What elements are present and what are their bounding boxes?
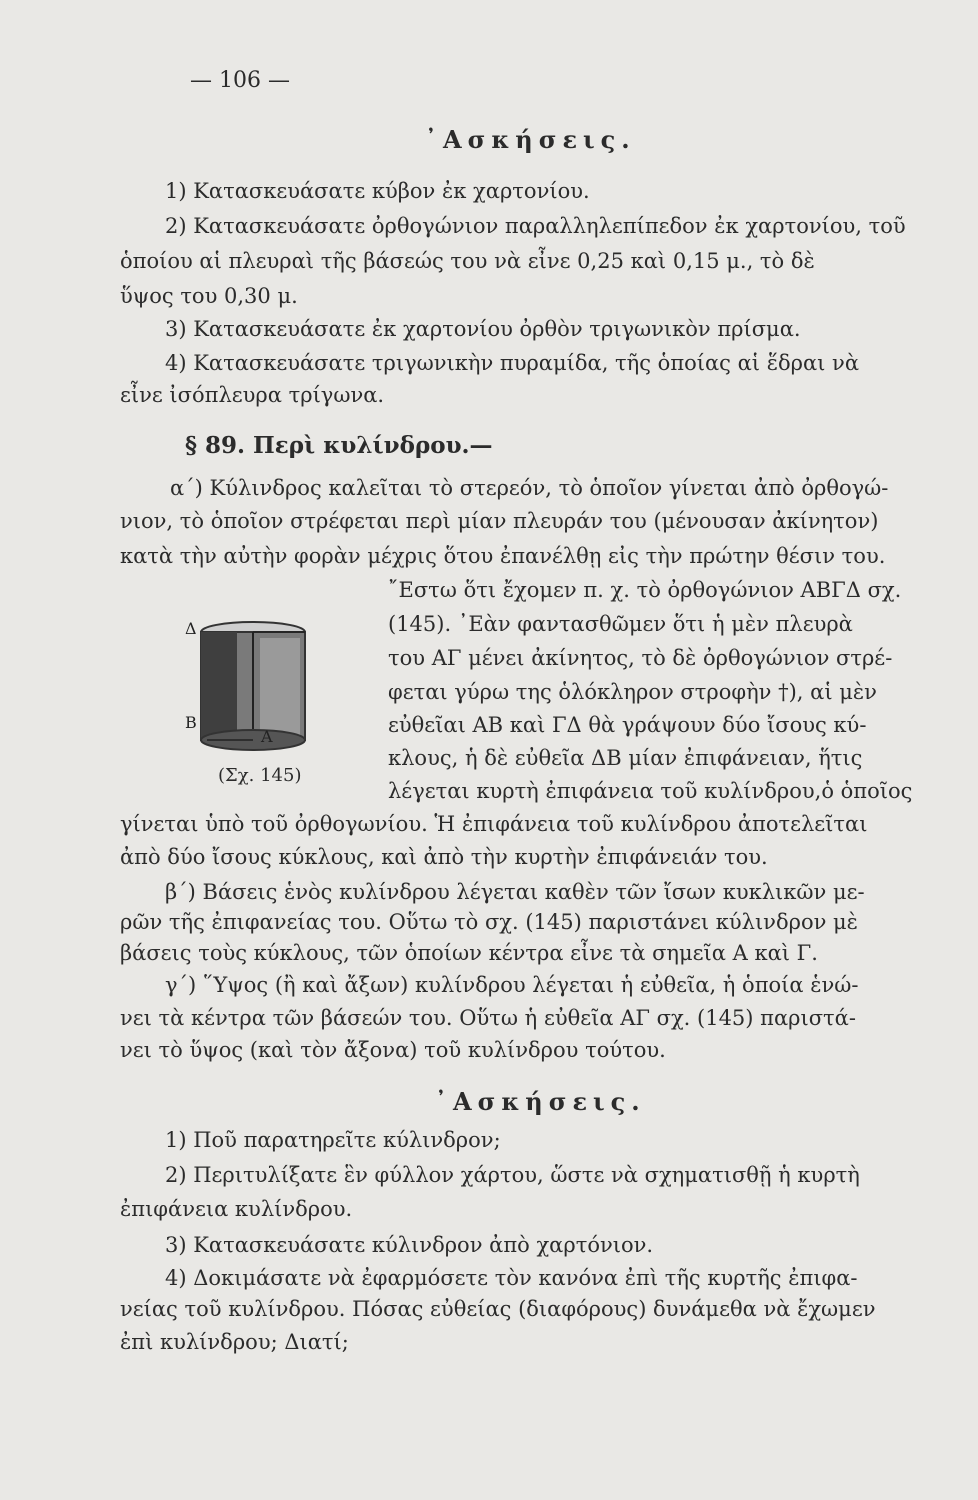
section-text-line: εὐθεῖαι ΑΒ καὶ ΓΔ θὰ γράψουν δύο ἴσους κύ- bbox=[388, 713, 867, 737]
cylinder-drawing bbox=[185, 614, 325, 784]
exercise-line: ἐπιφάνεια κυλίνδρου. bbox=[120, 1197, 353, 1221]
exercise-line: ὕψος του 0,30 μ. bbox=[120, 284, 298, 308]
label-beta: Β bbox=[185, 713, 197, 732]
exercise-line: 1) Κατασκευάσατε κύβον ἐκ χαρτονίου. bbox=[165, 179, 590, 203]
page-number: — 106 — bbox=[190, 68, 290, 93]
section-text-line: κλους, ἡ δὲ εὐθεῖα ΔΒ μίαν ἐπιφάνειαν, ἥτις bbox=[388, 746, 863, 770]
exercise-line: 4) Δοκιμάσατε νὰ ἐφαρμόσετε τὸν κανόνα ἐπὶ τῆς κυρτῆς ἐπιφα- bbox=[165, 1266, 858, 1290]
section-text-line: φεται γύρω της ὁλόκληρον στροφὴν †), αἱ μὲν bbox=[388, 680, 877, 704]
section-text-line: κατὰ τὴν αὐτὴν φορὰν μέχρις ὅτου ἐπανέλθῃ εἰς τὴν πρώτην θέσιν του. bbox=[120, 544, 886, 568]
label-delta: Δ bbox=[185, 619, 197, 638]
exercise-line: 3) Κατασκευάσατε ἐκ χαρτονίου ὀρθὸν τριγωνικὸν πρίσμα. bbox=[165, 317, 801, 341]
exercises-heading: ᾿Ασκήσεις. bbox=[425, 125, 636, 154]
section-heading: § 89. Περὶ κυλίνδρου.— bbox=[185, 432, 493, 459]
section-text-line: βάσεις τοὺς κύκλους, τῶν ὁποίων κέντρα εἶνε τὰ σημεῖα Α καὶ Γ. bbox=[120, 941, 818, 965]
label-alpha: Α bbox=[261, 727, 273, 746]
section-text-line: ῎Εστω ὅτι ἔχομεν π. χ. τὸ ὀρθογώνιον ΑΒΓΔ σχ. bbox=[388, 578, 902, 602]
section-text-line: λέγεται κυρτὴ ἐπιφάνεια τοῦ κυλίνδρου,ὁ ὁποῖος bbox=[388, 779, 913, 803]
exercise-line: ὁποίου αἱ πλευραὶ τῆς βάσεώς του νὰ εἶνε 0,25 καὶ 0,15 μ., τὸ δὲ bbox=[120, 249, 815, 273]
exercise-line: ἐπὶ κυλίνδρου; Διατί; bbox=[120, 1330, 349, 1354]
section-text-line: ἀπὸ δύο ἴσους κύκλους, καὶ ἀπὸ τὴν κυρτὴν ἐπιφάνειάν του. bbox=[120, 845, 768, 869]
exercise-line: 4) Κατασκευάσατε τριγωνικὴν πυραμίδα, τῆς ὁποίας αἱ ἕδραι νὰ bbox=[165, 351, 860, 375]
exercise-line: εἶνε ἰσόπλευρα τρίγωνα. bbox=[120, 383, 385, 407]
exercise-line: 1) Ποῦ παρατηρεῖτε κύλινδρον; bbox=[165, 1128, 501, 1152]
exercise-line: νείας τοῦ κυλίνδρου. Πόσας εὐθείας (διαφόρους) δυνάμεθα νὰ ἔχωμεν bbox=[120, 1297, 876, 1321]
exercise-line: 2) Κατασκευάσατε ὀρθογώνιον παραλληλεπίπεδον ἐκ χαρτονίου, τοῦ bbox=[165, 214, 906, 238]
exercise-line: 3) Κατασκευάσατε κύλινδρον ἀπὸ χαρτόνιον. bbox=[165, 1233, 654, 1257]
exercise-line: 2) Περιτυλίξατε ἓν φύλλον χάρτου, ὥστε νὰ σχηματισθῇ ἡ κυρτὴ bbox=[165, 1163, 860, 1187]
cylinder-figure bbox=[185, 614, 325, 784]
section-text-line: γ΄) ῞Υψος (ἢ καὶ ἄξων) κυλίνδρου λέγεται ἡ εὐθεῖα, ἡ ὁποία ἑνώ- bbox=[165, 973, 859, 997]
section-text-line: νει τὰ κέντρα τῶν βάσεών του. Οὕτω ἡ εὐθεῖα ΑΓ σχ. (145) παριστά- bbox=[120, 1006, 856, 1030]
section-text-line: α΄) Κύλινδρος καλεῖται τὸ στερεόν, τὸ ὁποῖον γίνεται ἀπὸ ὀρθογώ- bbox=[170, 476, 889, 500]
section-text-line: ρῶν τῆς ἐπιφανείας του. Οὕτω τὸ σχ. (145) παριστάνει κύλινδρον μὲ bbox=[120, 910, 858, 934]
section-text-line: (145). ᾿Εὰν φαντασθῶμεν ὅτι ἡ μὲν πλευρὰ bbox=[388, 612, 853, 636]
figure-caption: (Σχ. 145) bbox=[218, 765, 302, 786]
section-text-line: νει τὸ ὕψος (καὶ τὸν ἄξονα) τοῦ κυλίνδρου τούτου. bbox=[120, 1038, 666, 1062]
section-text-line: γίνεται ὑπὸ τοῦ ὀρθογωνίου. Ἡ ἐπιφάνεια τοῦ κυλίνδρου ἀποτελεῖται bbox=[120, 812, 868, 836]
section-text-line: β΄) Βάσεις ἑνὸς κυλίνδρου λέγεται καθὲν τῶν ἴσων κυκλικῶν με- bbox=[165, 880, 865, 904]
section-text-line: του ΑΓ μένει ἀκίνητος, τὸ δὲ ὀρθογώνιον στρέ- bbox=[388, 646, 893, 670]
exercises-heading: ᾿Ασκήσεις. bbox=[435, 1087, 646, 1116]
section-text-line: νιον, τὸ ὁποῖον στρέφεται περὶ μίαν πλευράν του (μένουσαν ἀκίνητον) bbox=[120, 509, 879, 533]
